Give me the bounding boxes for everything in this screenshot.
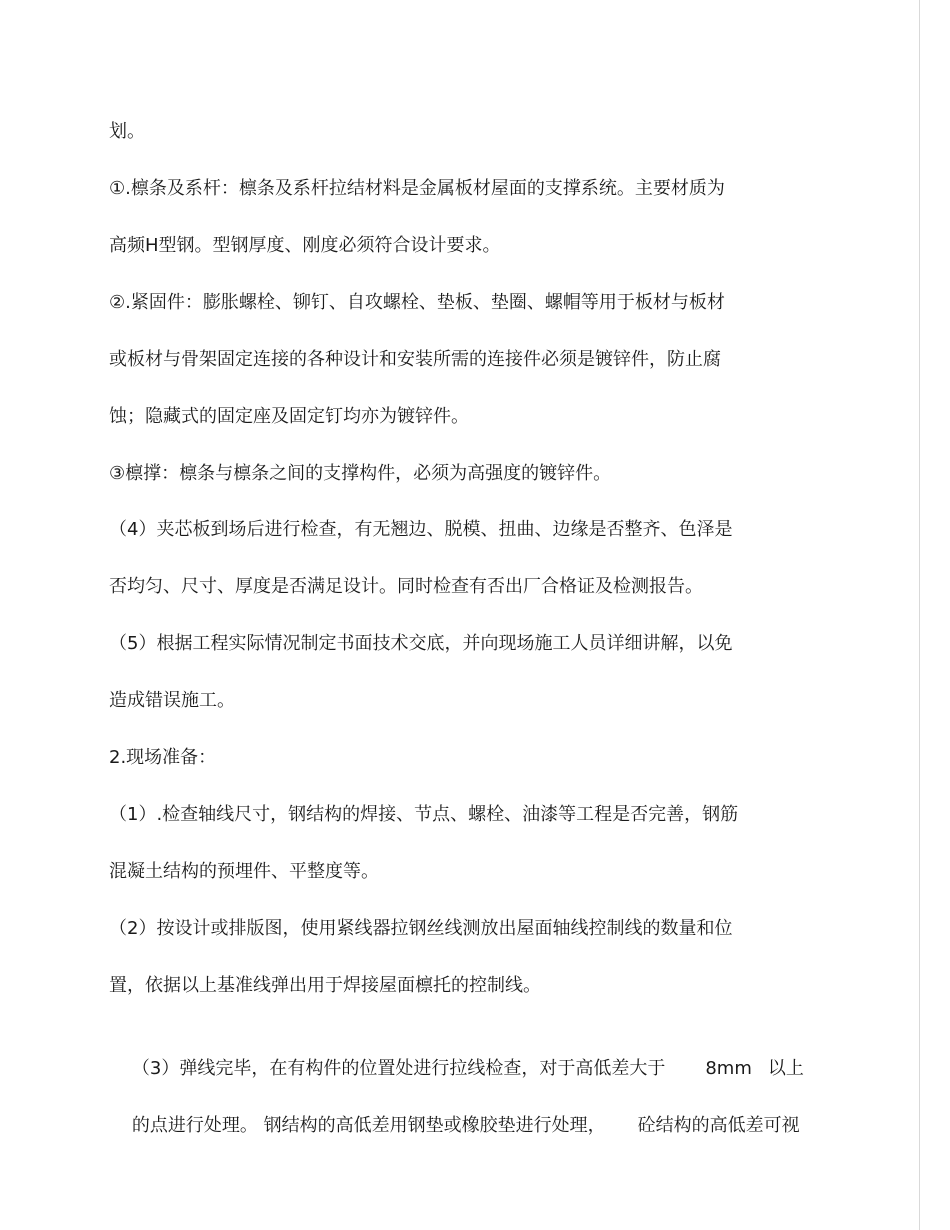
text-line: （4）夹芯板到场后进行检查，有无翘边、脱模、扭曲、边缘是否整齐、色泽是	[109, 519, 733, 540]
text-line	[109, 1087, 800, 1136]
page-edge-divider	[919, 0, 920, 1230]
text-line: 划。	[109, 121, 145, 142]
text-chunk: 以上	[767, 1058, 804, 1079]
text-line: ③檩撑：檩条与檩条之间的支撑构件，必须为高强度的镀锌件。	[109, 463, 612, 484]
text-line: ②.紧固件：膨胀螺栓、铆钉、自攻螺栓、垫板、垫圈、螺帽等用于板材与板材	[109, 292, 725, 313]
text-line: 或板材与骨架固定连接的各种设计和安装所需的连接件必须是镀锌件，防止腐	[109, 349, 721, 370]
text-line: 造成错误施工。	[109, 690, 235, 711]
section-heading: 2.现场准备：	[109, 747, 217, 768]
text-line: （5）根据工程实际情况制定书面技术交底，并向现场施工人员详细讲解，以免	[109, 633, 733, 654]
text-line: （1）.检查轴线尺寸，钢结构的焊接、节点、螺栓、油漆等工程是否完善，钢筋	[109, 804, 739, 825]
text-chunk: （3）弹线完毕，在有构件的位置处进行拉线检查，对于高低差大于	[131, 1058, 666, 1079]
text-line: （2）按设计或排版图，使用紧线器拉钢丝线测放出屋面轴线控制线的数量和位	[109, 918, 733, 939]
text-line: 蚀；隐藏式的固定座及固定钉均亦为镀锌件。	[109, 406, 469, 427]
text-line	[109, 1030, 804, 1079]
text-line: 混凝土结构的预埋件、平整度等。	[109, 861, 379, 882]
measurement-value: 8mm	[705, 1058, 752, 1079]
text-line: 否均匀、尺寸、厚度是否满足设计。同时检查有否出厂合格证及检测报告。	[109, 576, 703, 597]
text-chunk: 的点进行处理。 钢结构的高低差用钢垫或橡胶垫进行处理，	[131, 1115, 606, 1136]
text-line: 置，依据以上基准线弹出用于焊接屋面檩托的控制线。	[109, 975, 541, 996]
text-line: ①.檩条及系杆：檩条及系杆拉结材料是金属板材屋面的支撑系统。主要材质为	[109, 178, 725, 199]
text-chunk: 砼结构的高低差可视	[637, 1115, 800, 1136]
text-line: 高频H型钢。型钢厚度、刚度必须符合设计要求。	[109, 235, 501, 256]
